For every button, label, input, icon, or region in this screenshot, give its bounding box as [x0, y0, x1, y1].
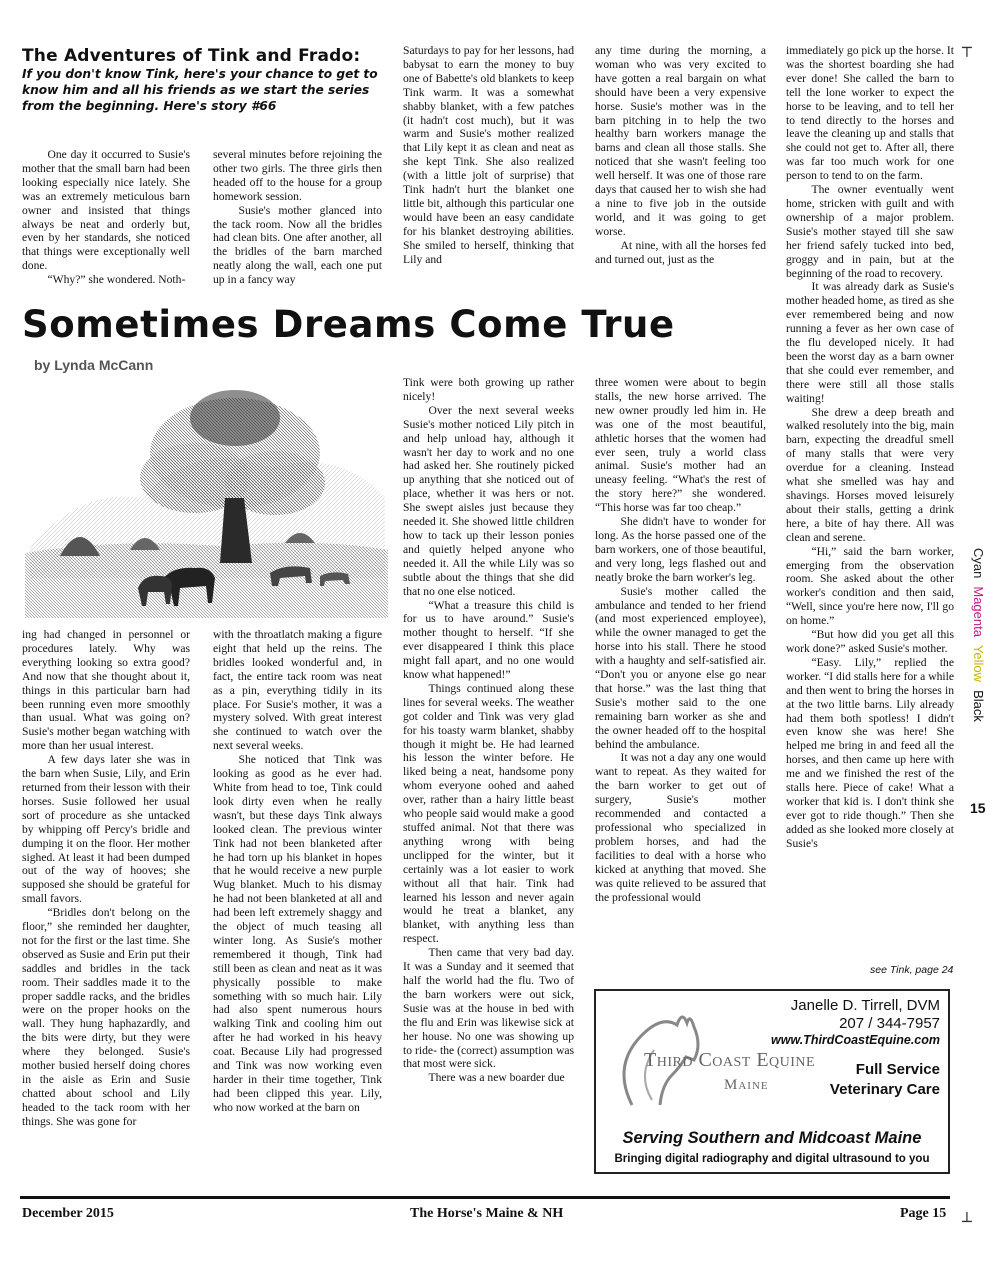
logo-state: Maine	[724, 1077, 769, 1093]
article-paragraph: There was a new boarder due	[428, 1071, 565, 1085]
article-paragraph: Things continued along these lines for several weeks. The weather got colder and Tink was very glad for his toasty warm blanket, shabby though it might be. He had learned his lesson the winter before. He liked being a neat, handsome pony whom everyone oohed and aahed over, rather than a hairy little beast who people said would make a good stuffed animal. Not that there was anything wrong with being unclipped for the winter, but it certainly was a lot easier to work without all that hair. Tink had learned his lesson and never again would he treat a blanket, any blanket, with anything less than respect.	[403, 681, 574, 946]
article-paragraph: “What a treasure this child is for us to have around.” Susie's mother thought to herself. “If she ever disappeared I think this place might fall apart, and no one would know what happened!”	[403, 598, 574, 682]
service-line-2: Veterinary Care	[829, 1081, 940, 1098]
article-paragraph: “Hi,” said the barn worker, emerging from the observation room. She asked about the other worker's condition and then said, “Well, since you're here now, I'll go on home.”	[786, 544, 954, 628]
color-label-magenta: Magenta	[971, 586, 986, 637]
process-color-bar	[962, 548, 992, 726]
footer-page: Page 15	[900, 1206, 947, 1221]
article-paragraph: any time during the morning, a woman who was very excited to have gotten a real bargain on what should have been a very expensive horse. Susie's mother was in the barn pitching in to help the two healthy barn workers manage the barns and clean all those stalls. She noticed that she wasn't feeling too well herself. It was one of those rare days that caused her to wish she had a nine to five job in the outside world, and it was going to get worse.	[595, 44, 766, 238]
vet-phone: 207 / 344-7957	[839, 1015, 940, 1032]
vet-name: Janelle D. Tirrell, DVM	[790, 997, 940, 1014]
column-2-top	[213, 148, 382, 287]
article-paragraph: She noticed that Tink was looking as good as he ever had. White from head to toe, Tink could look dirty even when he really wasn't, but these days Tink always looked clean. The previous winter Tink had not been blanketed after he had torn up his blanket in hopes that he would receive a new purple Wug blanket. Much to his dismay he had not been blanketed at all and had been left extremely shaggy and the object of much teasing all winter long. As Susie's mother remembered it though, Tink had still been as clean and neat as it was physically possible to make something with so much hair. Lily had also spent numerous hours walking Tink and cooling him out after he had worked in his heavy coat. Because Lily had progressed and Tink was now working even harder in their time together, Tink had been clipped this year. Lily, who now worked at the barn on	[213, 753, 382, 1114]
side-page-number: 15	[970, 800, 986, 816]
footer-date: December 2015	[22, 1206, 114, 1221]
article-paragraph: It was not a day any one would want to repeat. As they waited for the barn worker to get out of surgery, Susie's mother recommended and contacted a professional who specialized in problem horses, and had the facilities to deal with a horse who kicked at anything that moved. She was quite relieved to be assured that the professional would	[595, 751, 766, 904]
column-1-top	[22, 148, 190, 287]
series-subtitle: If you don't know Tink, here's your chance to get to know him and all his friends as we start the series from the beginning. Here's story #66	[22, 67, 378, 113]
crop-mark-bottom: ┴	[962, 1212, 972, 1231]
article-paragraph: immediately go pick up the horse. It was the shortest boarding she had ever done! She called the barn to tell the lone worker to expect the horse to be leaving, and to tell her to tend directly to the horses and leave the cleaning up and stalls that she could not get to. After all, there was far too much work for one person to tend to on the farm.	[786, 44, 954, 183]
service-line-1: Full Service	[855, 1061, 940, 1078]
headline: Sometimes Dreams Come True	[22, 303, 675, 346]
column-3-bottom	[403, 376, 574, 1085]
vet-website-link[interactable]: www.ThirdCoastEquine.com	[771, 1033, 940, 1047]
series-title: The Adventures of Tink and Frado:	[22, 46, 361, 66]
article-paragraph: ing had changed in personnel or procedures lately. Why was everything looking so extra good? And now that she thought about it, things in this particular barn had been running even more smoothly than usual. What was going on? Susie's mother began watching with more than her usual interest.	[22, 628, 190, 753]
column-2-bottom	[213, 628, 382, 1115]
color-label-black: Black	[971, 690, 986, 722]
color-label-yellow: Yellow	[971, 644, 986, 683]
article-paragraph: She didn't have to wonder for long. As the horse passed one of the barn workers, one of those beautiful, and very long, legs flashed out and neatly broke the barn worker's leg.	[595, 515, 766, 584]
footer-publication: The Horse's Maine & NH	[410, 1206, 564, 1221]
article-paragraph: A few days later she was in the barn when Susie, Lily, and Erin returned from their lesson with their horses. Susie followed her usual sort of procedure as she untacked by whipping off Percy's bridle and dumping it on the floor. Her mother sighed. At least it had been dumped out of the way of hooves; she supposed she should be grateful for small favors.	[22, 753, 190, 906]
article-paragraph: Susie's mother called the ambulance and tended to her friend (and most experienced employee), while the owner managed to get the horse into his stall. There he stood with a haughty and self-satisfied air. “Don't you or anyone else go near that horse.” was the last thing that Susie's mother said to the one remaining barn worker as she and the owner headed off to the hospital behind the ambulance.	[595, 584, 766, 751]
color-label-cyan: Cyan	[971, 548, 986, 579]
article-paragraph: Susie's mother glanced into the tack room. Now all the bridles had clean bits. One after another, all the bridles of the barn marched neatly along the wall, each one put up in a fancy way	[213, 203, 382, 287]
byline: by Lynda McCann	[34, 357, 154, 373]
column-4-bottom	[595, 376, 766, 904]
engraving-illustration	[20, 378, 390, 622]
footer-rule	[20, 1196, 950, 1199]
series-header	[22, 46, 392, 114]
ad-subline: Bringing digital radiography and digital ultrasound to you	[614, 1153, 930, 1165]
article-paragraph: “Bridles don't belong on the floor,” she reminded her daughter, not for the first or the last time. She observed as Susie and Erin put their saddles and bridles in the tack room. Their saddles made it to the proper saddle racks, and the bridles were on the proper hooks on the wall. They hung haphazardly, and the bits were dirty, but they were where they belonged. Susie's mother busied herself doing chores in the aisle as Erin and Susie chatted about school and Lily headed to the tack room with her things. She was gone for	[22, 906, 190, 1128]
article-paragraph: with the throatlatch making a figure eight that held up the reins. The bridles looked wonderful and, in fact, the entire tack room was neat as a pin, everything tidily in its place. For Susie's mother, it was a mystery solved. With great interest she continued to watch over the next several weeks.	[213, 628, 382, 753]
continued-jump-line: see Tink, page 24	[870, 964, 954, 976]
column-3-top	[403, 44, 574, 267]
article-paragraph: “Easy. Lily,” replied the worker. “I did stalls here for a while and then went to bring the horses in at the two little barns. Lily already had them both spotless! I didn't even know she was here! She helped me bring in and feed all the horses, and then came up here with me and we finished the rest of the stalls here. Piece of cake! What a worker that kid is. I don't think she ever got to ride though.” Then she added as she looked more closely at Susie's	[786, 655, 954, 850]
column-5	[786, 44, 954, 851]
article-paragraph: “But how did you get all this work done?” asked Susie's mother.	[786, 628, 954, 655]
logo-name: Third Coast Equine	[644, 1049, 816, 1071]
article-paragraph: At nine, with all the horses fed and turned out, just as the	[595, 238, 766, 266]
ad-tagline: Serving Southern and Midcoast Maine	[622, 1129, 922, 1147]
article-paragraph: “Why?” she wondered. Noth-	[47, 273, 186, 287]
article-paragraph: Over the next several weeks Susie's mother noticed Lily pitch in and help unload hay, although it wasn't her day to work and no one had asked her. She routinely picked up anything that she noticed out of place, whether it was hers or not. She swept aisles just because they needed it. She showed little children how to tack up their lesson ponies and quietly helped anyone who needed it. All the while Lily was so subtle about the things that she did that no one else noticed.	[403, 403, 574, 598]
article-paragraph: She drew a deep breath and walked resolutely into the big, main barn, expecting the dreadful smell of many stalls that were very overdue for a cleaning. Instead what she smelled was hay and shavings. Horses moved leisurely about their stalls, getting a drink here, a bite of hay there. All was clean and serene.	[786, 405, 954, 544]
crop-mark-top: ┬	[962, 38, 972, 57]
article-paragraph: several minutes before rejoining the other two girls. The three girls then headed off to the house for a group homework session.	[213, 148, 382, 203]
column-1-bottom	[22, 628, 190, 1129]
article-paragraph: three women were about to begin stalls, the new horse arrived. The new owner proudly led him in. He was one of the most beautiful, athletic horses that the women had ever seen, truly a world class animal. Susie's mother had an uneasy feeling. “What's the rest of the story here?” she wondered. “This horse was far too cheap.”	[595, 376, 766, 515]
article-paragraph: Saturdays to pay for her lessons, had babysat to earn the money to buy one of Babette's old blankets to keep Tink warm. It was a somewhat shabby blanket, with a few patches (it hadn't cost much), but it was warm and Susie's mother realized that Lily kept it as clean and neat as she kept Tink. She also realized (with a little jolt of surprise) that Tink hadn't hurt the blanket one little bit, although this particular one would have been an easy candidate for his blanket destroying abilities. She smiled to herself, thinking that Lily and	[403, 44, 574, 266]
column-4-top	[595, 44, 766, 267]
veterinary-advertisement	[594, 989, 950, 1174]
article-paragraph: The owner eventually went home, stricken with guilt and with ownership of a major problem. Susie's mother stayed till she saw her friend safely tucked into bed, groggy and in pain, but at the beginning of the road to recovery.	[786, 183, 954, 280]
article-paragraph: One day it occurred to Susie's mother that the small barn had been looking especially nice lately. She was an extremely meticulous barn owner and insisted that things always be neat and orderly but, even by her standards, she noticed that things were exceptionally well done.	[22, 148, 190, 273]
article-paragraph: Tink were both growing up rather nicely!	[403, 376, 574, 403]
article-paragraph: It was already dark as Susie's mother headed home, as tired as she ever remembered being and now running a fever as her own case of the flu developed nicely. It had been the worst day as a barn owner that she could ever remember, and there were still all those stalls waiting!	[786, 280, 954, 405]
article-paragraph: Then came that very bad day. It was a Sunday and it seemed that half the world had the flu. Two of the barn workers were out sick, Susie was at the house in bed with the flu and Erin was likewise sick at her house. No one was showing up to ride- the (correct) assumption was that most were sick.	[403, 946, 574, 1071]
